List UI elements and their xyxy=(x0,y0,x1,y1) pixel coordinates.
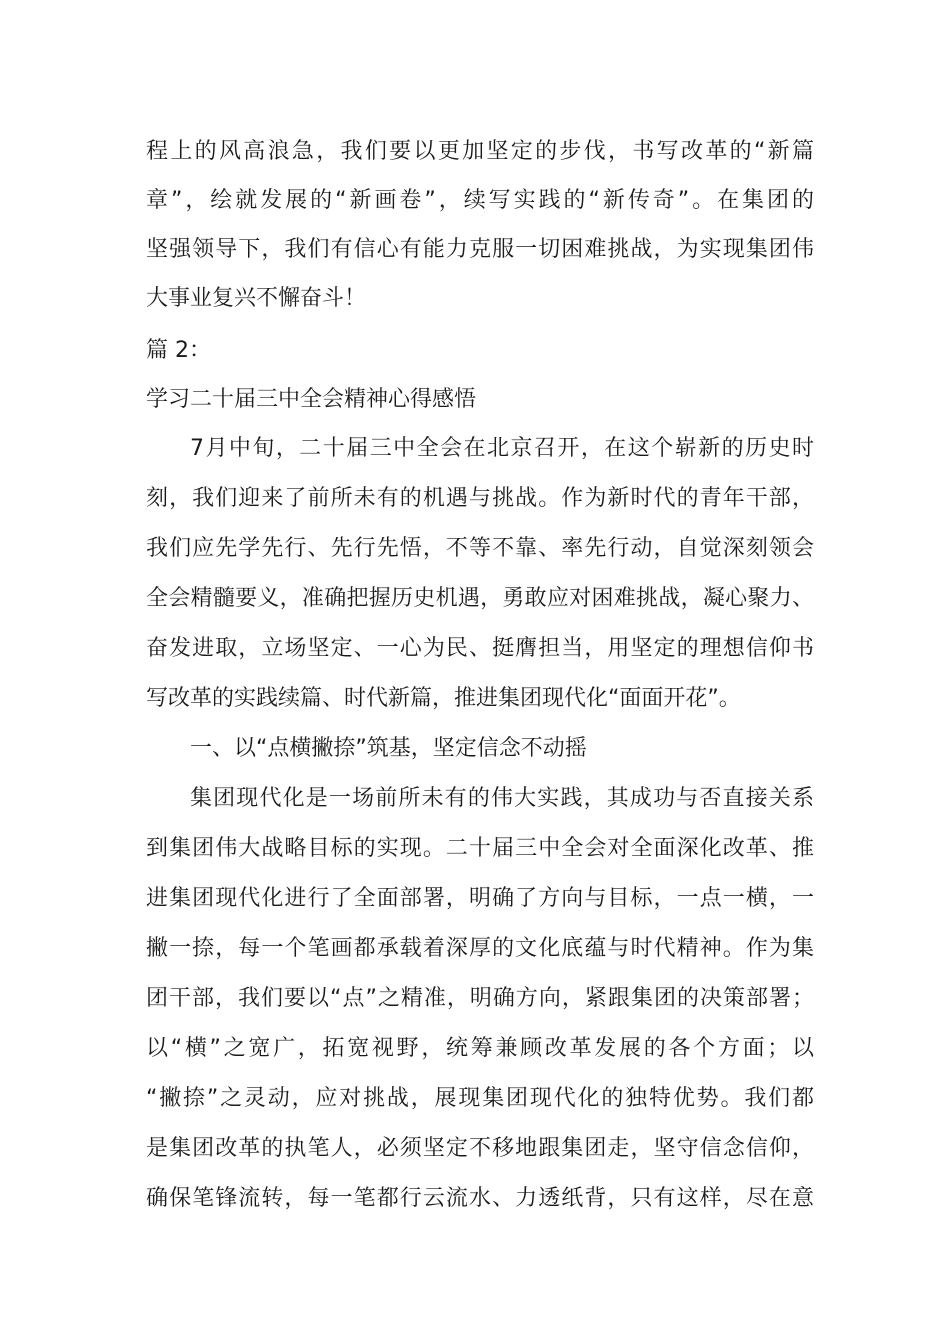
text-line: 大事业复兴不懈奋斗！ xyxy=(146,286,367,311)
text-line: 我们应先学先行、先行先悟，不等不靠、率先行动，自觉深刻领会 xyxy=(146,536,814,561)
text-line: 团干部，我们要以“点”之精准，明确方向，紧跟集团的决策部署； xyxy=(146,986,814,1011)
text-line: 章”，绘就发展的“新画卷”，续写实践的“新传奇”。在集团的 xyxy=(146,188,814,213)
text-line: 是集团改革的执笔人，必须坚定不移地跟集团走，坚守信念信仰， xyxy=(146,1136,814,1161)
text-line: 写改革的实践续篇、时代新篇，推进集团现代化“面面开花”。 xyxy=(146,686,741,711)
text-line: 确保笔锋流转，每一笔都行云流水、力透纸背，只有这样，尽在意 xyxy=(146,1186,814,1211)
section-heading: 一、以“点横撇捺”筑基，坚定信念不动摇 xyxy=(190,736,587,761)
text-line: 到集团伟大战略目标的实现。二十届三中全会对全面深化改革、推 xyxy=(146,836,814,861)
text-line: 刻，我们迎来了前所未有的机遇与挑战。作为新时代的青年干部， xyxy=(146,486,814,511)
text-line: 以“横”之宽广，拓宽视野，统筹兼顾改革发展的各个方面；以 xyxy=(146,1036,814,1061)
section-label: 篇 2： xyxy=(146,338,211,363)
text-line: 撇一捺，每一个笔画都承载着深厚的文化底蕴与时代精神。作为集 xyxy=(146,936,814,961)
text-line: 进集团现代化进行了全面部署，明确了方向与目标，一点一横，一 xyxy=(146,886,814,911)
text-line: 坚强领导下，我们有信心有能力克服一切困难挑战，为实现集团伟 xyxy=(146,237,814,262)
text-line: 程上的风高浪急，我们要以更加坚定的步伐，书写改革的“新篇 xyxy=(146,139,814,164)
text-line: 集团现代化是一场前所未有的伟大实践，其成功与否直接关系 xyxy=(190,786,814,811)
article-title: 学习二十届三中全会精神心得感悟 xyxy=(146,387,477,412)
text-line: 全会精髓要义，准确把握历史机遇，勇敢应对困难挑战，凝心聚力、 xyxy=(146,586,814,611)
text-line: 奋发进取，立场坚定、一心为民、挺膺担当，用坚定的理想信仰书 xyxy=(146,636,814,661)
text-line: “撇捺”之灵动，应对挑战，展现集团现代化的独特优势。我们都 xyxy=(146,1086,814,1111)
text-line: 7月中旬，二十届三中全会在北京召开，在这个崭新的历史时 xyxy=(190,436,814,461)
